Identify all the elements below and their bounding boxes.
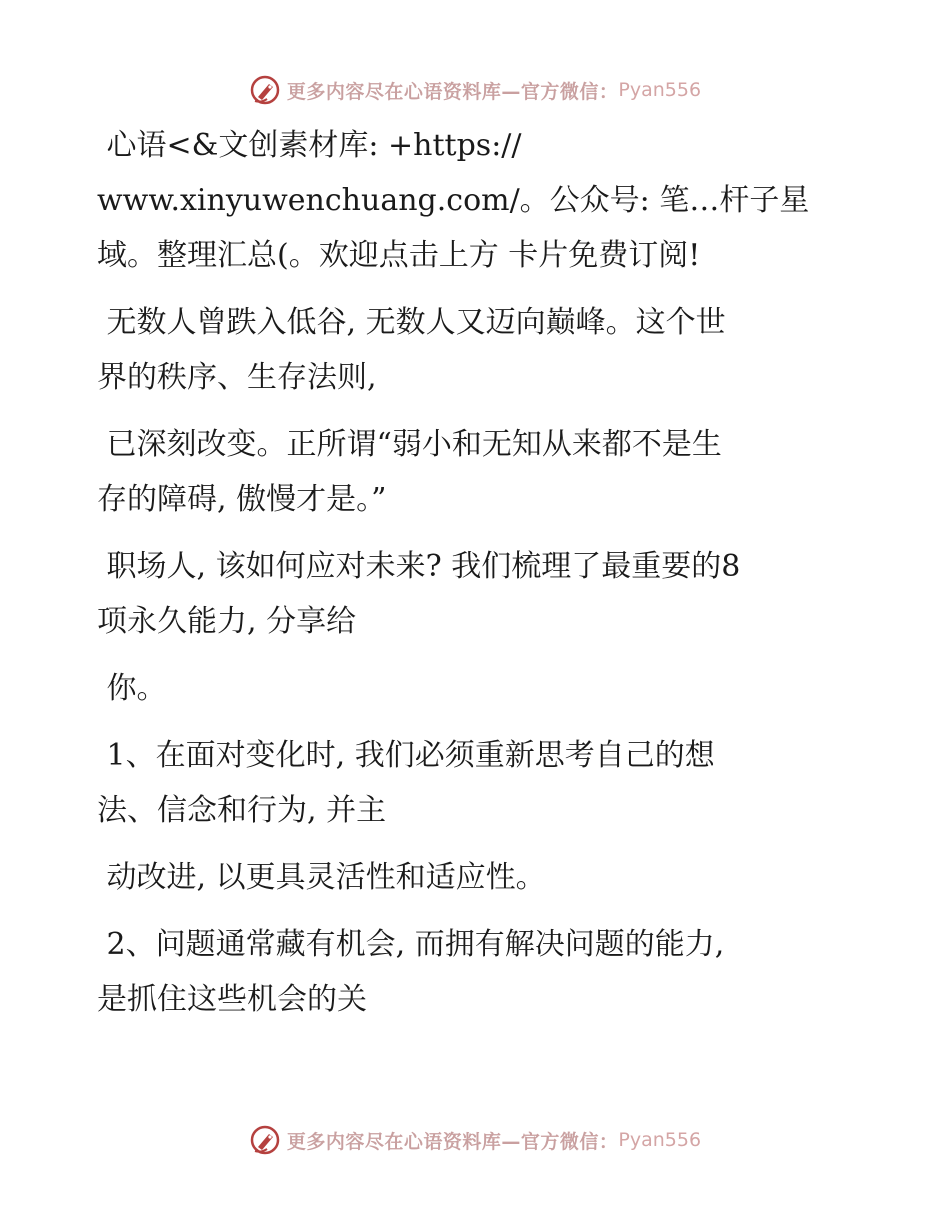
pen-nib-circle-icon [249, 1124, 281, 1156]
pen-nib-circle-icon [249, 74, 281, 106]
watermark-text: 更多内容尽在心语资料库—官方微信： [286, 80, 619, 103]
paragraph-world-change: 无数人曾跌入低谷, 无数人又迈向巅峰。这个世 界的秩序、生存法则, [97, 305, 726, 395]
paragraph-item-2: 2、问题通常藏有机会, 而拥有解决问题的能力, 是抓住这些机会的关 [97, 927, 725, 1017]
watermark-wechat-id: Pyan556 [618, 1129, 702, 1151]
paragraph-quote: 已深刻改变。正所谓“弱小和无知从来都不是生 存的障碍, 傲慢才是。” [97, 427, 722, 517]
watermark-banner-top [0, 70, 950, 110]
document-body [97, 118, 857, 1039]
paragraph-you: 你。 [97, 671, 167, 706]
watermark-wechat-id: Pyan556 [618, 79, 702, 101]
paragraph-item-1: 1、在面对变化时, 我们必须重新思考自己的想 法、信念和行为, 并主 [97, 738, 715, 828]
watermark-text: 更多内容尽在心语资料库—官方微信： [286, 1130, 619, 1153]
paragraph-workplace: 职场人, 该如何应对未来? 我们梳理了最重要的8 项永久能力, 分享给 [97, 549, 741, 639]
paragraph-intro: 心语<&文创素材库: +https:// www.xinyuwenchuang.com/。公众号: 笔…杆子星 域。整理汇总(。欢迎点击上方 卡片免费订阅! [97, 128, 810, 273]
paragraph-item-1-cont: 动改进, 以更具灵活性和适应性。 [97, 860, 546, 895]
watermark-banner-bottom [0, 1120, 950, 1160]
